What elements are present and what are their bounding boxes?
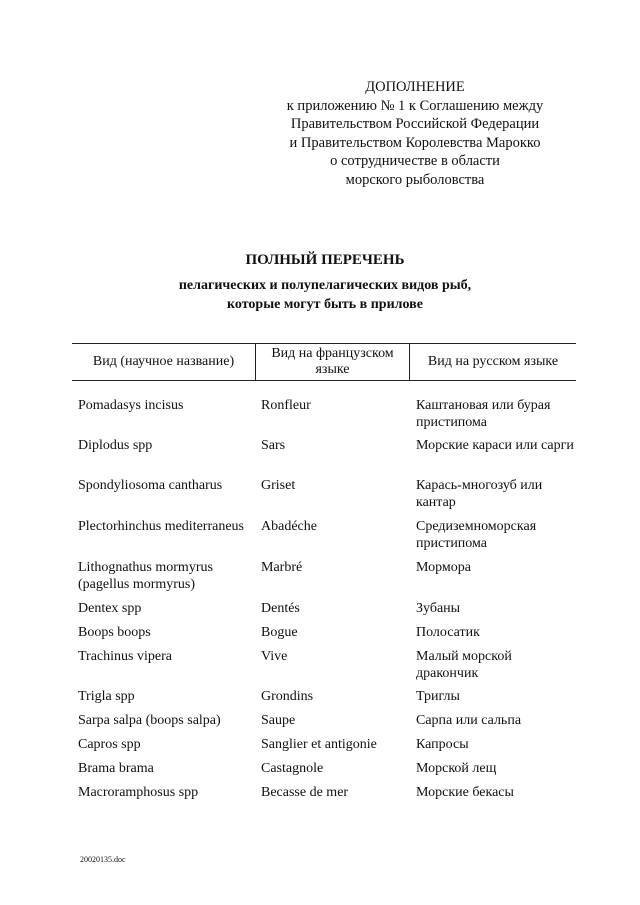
cell-scientific-name: Trachinus vipera bbox=[78, 649, 172, 664]
cell-french-name: Grondins bbox=[261, 689, 314, 704]
addendum-line: ДОПОЛНЕНИЕ bbox=[365, 79, 465, 95]
header-russian-name: Вид на русском языке bbox=[427, 354, 559, 369]
cell-russian-name: Каштановая или бурая пристипома bbox=[416, 398, 551, 430]
cell-scientific-name: Pomadasys incisus bbox=[78, 398, 184, 413]
cell-russian-name: Морские караси или сарги bbox=[416, 438, 574, 453]
cell-scientific-name: Trigla spp bbox=[78, 689, 135, 704]
header-french-name: Вид на французском языке bbox=[255, 344, 410, 380]
addendum-line: и Правительством Королевства Марокко bbox=[289, 134, 541, 151]
subtitle-line-2: которые могут быть в прилове bbox=[227, 297, 423, 312]
cell-french-name: Bogue bbox=[261, 625, 298, 640]
cell-scientific-name: Lithognathus mormyrus (pagellus mormyrus) bbox=[78, 560, 213, 592]
cell-french-name: Vive bbox=[261, 649, 288, 664]
cell-russian-name: Морской лещ bbox=[416, 761, 497, 776]
header-scientific-name: Вид (научное название) bbox=[92, 354, 235, 369]
table-header bbox=[72, 343, 576, 381]
document-subtitle bbox=[0, 276, 640, 314]
cell-scientific-name: Diplodus spp bbox=[78, 438, 153, 453]
cell-scientific-name: Sarpa salpa (boops salpa) bbox=[78, 713, 221, 728]
cell-french-name: Becasse de mer bbox=[261, 785, 349, 800]
addendum-line: к приложению № 1 к Соглашению между bbox=[286, 97, 544, 114]
addendum-heading bbox=[270, 78, 560, 189]
cell-french-name: Saupe bbox=[261, 713, 296, 728]
cell-french-name: Dentés bbox=[261, 601, 300, 616]
cell-french-name: Sars bbox=[261, 438, 286, 453]
cell-french-name: Sanglier et antigonie bbox=[261, 737, 377, 752]
cell-russian-name: Малый морской дракончик bbox=[416, 649, 512, 681]
cell-scientific-name: Brama brama bbox=[78, 761, 154, 776]
cell-russian-name: Мормора bbox=[416, 560, 471, 575]
cell-russian-name: Морские бекасы bbox=[416, 785, 514, 800]
cell-scientific-name: Capros spp bbox=[78, 737, 141, 752]
cell-russian-name: Триглы bbox=[416, 689, 460, 704]
footer-filename: 20020135.doc bbox=[80, 855, 126, 864]
addendum-line: о сотрудничестве в области bbox=[330, 153, 500, 169]
cell-scientific-name: Macroramphosus spp bbox=[78, 785, 199, 800]
cell-russian-name: Сарпа или сальпа bbox=[416, 713, 522, 728]
addendum-line: Правительством Российской Федерации bbox=[290, 116, 540, 132]
addendum-line: морского рыболовства bbox=[345, 171, 485, 188]
cell-russian-name: Средиземноморская пристипома bbox=[416, 519, 537, 551]
cell-russian-name: Полосатик bbox=[416, 625, 480, 640]
cell-scientific-name: Dentex spp bbox=[78, 601, 142, 616]
cell-russian-name: Карась-многозуб или кантар bbox=[416, 478, 543, 510]
cell-scientific-name: Spondyliosoma cantharus bbox=[78, 478, 223, 493]
cell-scientific-name: Plectorhinchus mediterraneus bbox=[78, 519, 245, 534]
cell-french-name: Ronfleur bbox=[261, 398, 311, 413]
document-title: ПОЛНЫЙ ПЕРЕЧЕНЬ bbox=[245, 252, 405, 268]
cell-russian-name: Зубаны bbox=[416, 601, 461, 616]
cell-french-name: Marbré bbox=[261, 560, 303, 575]
cell-french-name: Griset bbox=[261, 478, 296, 493]
cell-scientific-name: Boops boops bbox=[78, 625, 151, 640]
species-table bbox=[72, 343, 576, 800]
subtitle-line-1: пелагических и полупелагических видов рыб, bbox=[178, 278, 472, 293]
cell-french-name: Castagnole bbox=[261, 761, 324, 776]
cell-russian-name: Капросы bbox=[416, 737, 469, 752]
cell-french-name: Abadéche bbox=[261, 519, 317, 534]
